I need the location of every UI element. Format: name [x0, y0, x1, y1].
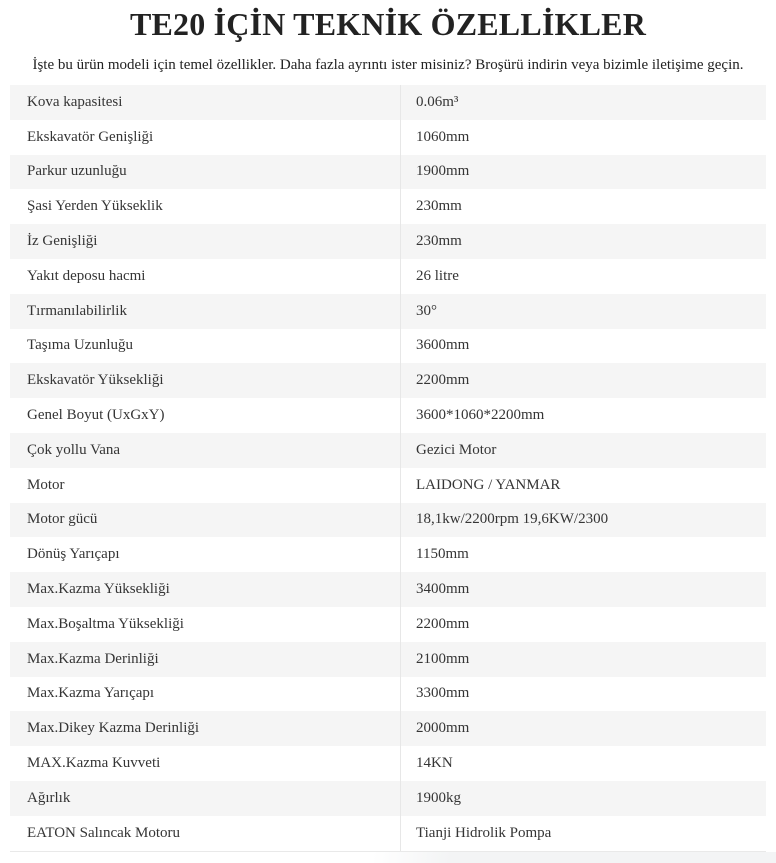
spec-row — [10, 120, 766, 155]
spec-row — [10, 572, 766, 607]
spec-value-cell: 2000mm — [400, 711, 766, 746]
spec-label-cell: Parkur uzunluğu — [27, 163, 127, 180]
spec-row — [10, 781, 766, 816]
spec-row — [10, 537, 766, 572]
page-title: TE20 İÇİN TEKNİK ÖZELLİKLER — [129, 6, 647, 42]
spec-label-cell: Motor — [27, 476, 65, 493]
spec-value-cell: 18,1kw/2200rpm 19,6KW/2300 — [400, 503, 766, 538]
spec-value-cell: 1150mm — [400, 537, 766, 572]
spec-value-cell: Tianji Hidrolik Pompa — [400, 816, 766, 851]
spec-value-cell: 230mm — [400, 224, 766, 259]
spec-row — [10, 642, 766, 677]
spec-row — [10, 329, 766, 364]
spec-value-cell: 3300mm — [400, 677, 766, 712]
spec-value-cell: 230mm — [400, 189, 766, 224]
spec-row — [10, 155, 766, 190]
bottom-gradient-strip — [0, 852, 776, 863]
spec-label-cell: MAX.Kazma Kuvveti — [27, 755, 161, 772]
spec-label-cell: EATON Salıncak Motoru — [27, 824, 181, 841]
spec-row — [10, 294, 766, 329]
spec-value-cell: 2100mm — [400, 642, 766, 677]
spec-value-cell: 1060mm — [400, 120, 766, 155]
spec-label-cell: Ekskavatör Genişliği — [27, 128, 154, 145]
spec-row — [10, 677, 766, 712]
spec-value-cell: 1900mm — [400, 155, 766, 190]
spec-row — [10, 85, 766, 120]
spec-label-cell: Dönüş Yarıçapı — [27, 546, 120, 563]
spec-value-cell: Gezici Motor — [400, 433, 766, 468]
spec-value-cell: 3400mm — [400, 572, 766, 607]
spec-label-cell: İz Genişliği — [27, 233, 98, 250]
spec-row — [10, 816, 766, 851]
spec-label-cell: Şasi Yerden Yükseklik — [27, 198, 163, 215]
spec-label-cell: Yakıt deposu hacmi — [27, 267, 146, 284]
spec-label-cell: Ekskavatör Yüksekliği — [27, 372, 164, 389]
spec-label-cell: Kova kapasitesi — [27, 93, 123, 110]
spec-label-cell: Ağırlık — [27, 789, 71, 806]
spec-label-cell: Max.Kazma Derinliği — [27, 650, 159, 667]
spec-value-cell: LAIDONG / YANMAR — [400, 468, 766, 503]
spec-table — [10, 85, 766, 852]
spec-row — [10, 503, 766, 538]
spec-label-cell: Max.Dikey Kazma Derinliği — [27, 720, 200, 737]
spec-value-cell: 3600mm — [400, 329, 766, 364]
spec-row — [10, 468, 766, 503]
spec-row — [10, 607, 766, 642]
spec-value-cell: 1900kg — [400, 781, 766, 816]
spec-label-cell: Motor gücü — [27, 511, 98, 528]
spec-row — [10, 711, 766, 746]
spec-value-cell: 2200mm — [400, 607, 766, 642]
spec-label-cell: Tırmanılabilirlik — [27, 302, 127, 319]
spec-value-cell: 3600*1060*2200mm — [400, 398, 766, 433]
spec-label-cell: Taşıma Uzunluğu — [27, 337, 134, 354]
spec-label-cell: Max.Kazma Yarıçapı — [27, 685, 155, 702]
spec-row — [10, 189, 766, 224]
spec-label-cell: Çok yollu Vana — [27, 441, 121, 458]
spec-value-cell: 30° — [400, 294, 766, 329]
spec-value-cell: 26 litre — [400, 259, 766, 294]
spec-row — [10, 259, 766, 294]
spec-label-cell: Max.Boşaltma Yüksekliği — [27, 615, 184, 632]
spec-value-cell: 0.06m³ — [400, 85, 766, 120]
spec-row — [10, 746, 766, 781]
spec-row — [10, 224, 766, 259]
spec-value-cell: 2200mm — [400, 363, 766, 398]
spec-value-cell: 14KN — [400, 746, 766, 781]
spec-label-cell: Max.Kazma Yüksekliği — [27, 581, 170, 598]
spec-label-cell: Genel Boyut (UxGxY) — [27, 407, 165, 424]
spec-row — [10, 433, 766, 468]
page-subtitle: İşte bu ürün modeli için temel özellikler. Daha fazla ayrıntı ister misiniz? Broşürü indirin veya bizimle iletişime geçin. — [32, 57, 744, 73]
spec-row — [10, 363, 766, 398]
spec-row — [10, 398, 766, 433]
